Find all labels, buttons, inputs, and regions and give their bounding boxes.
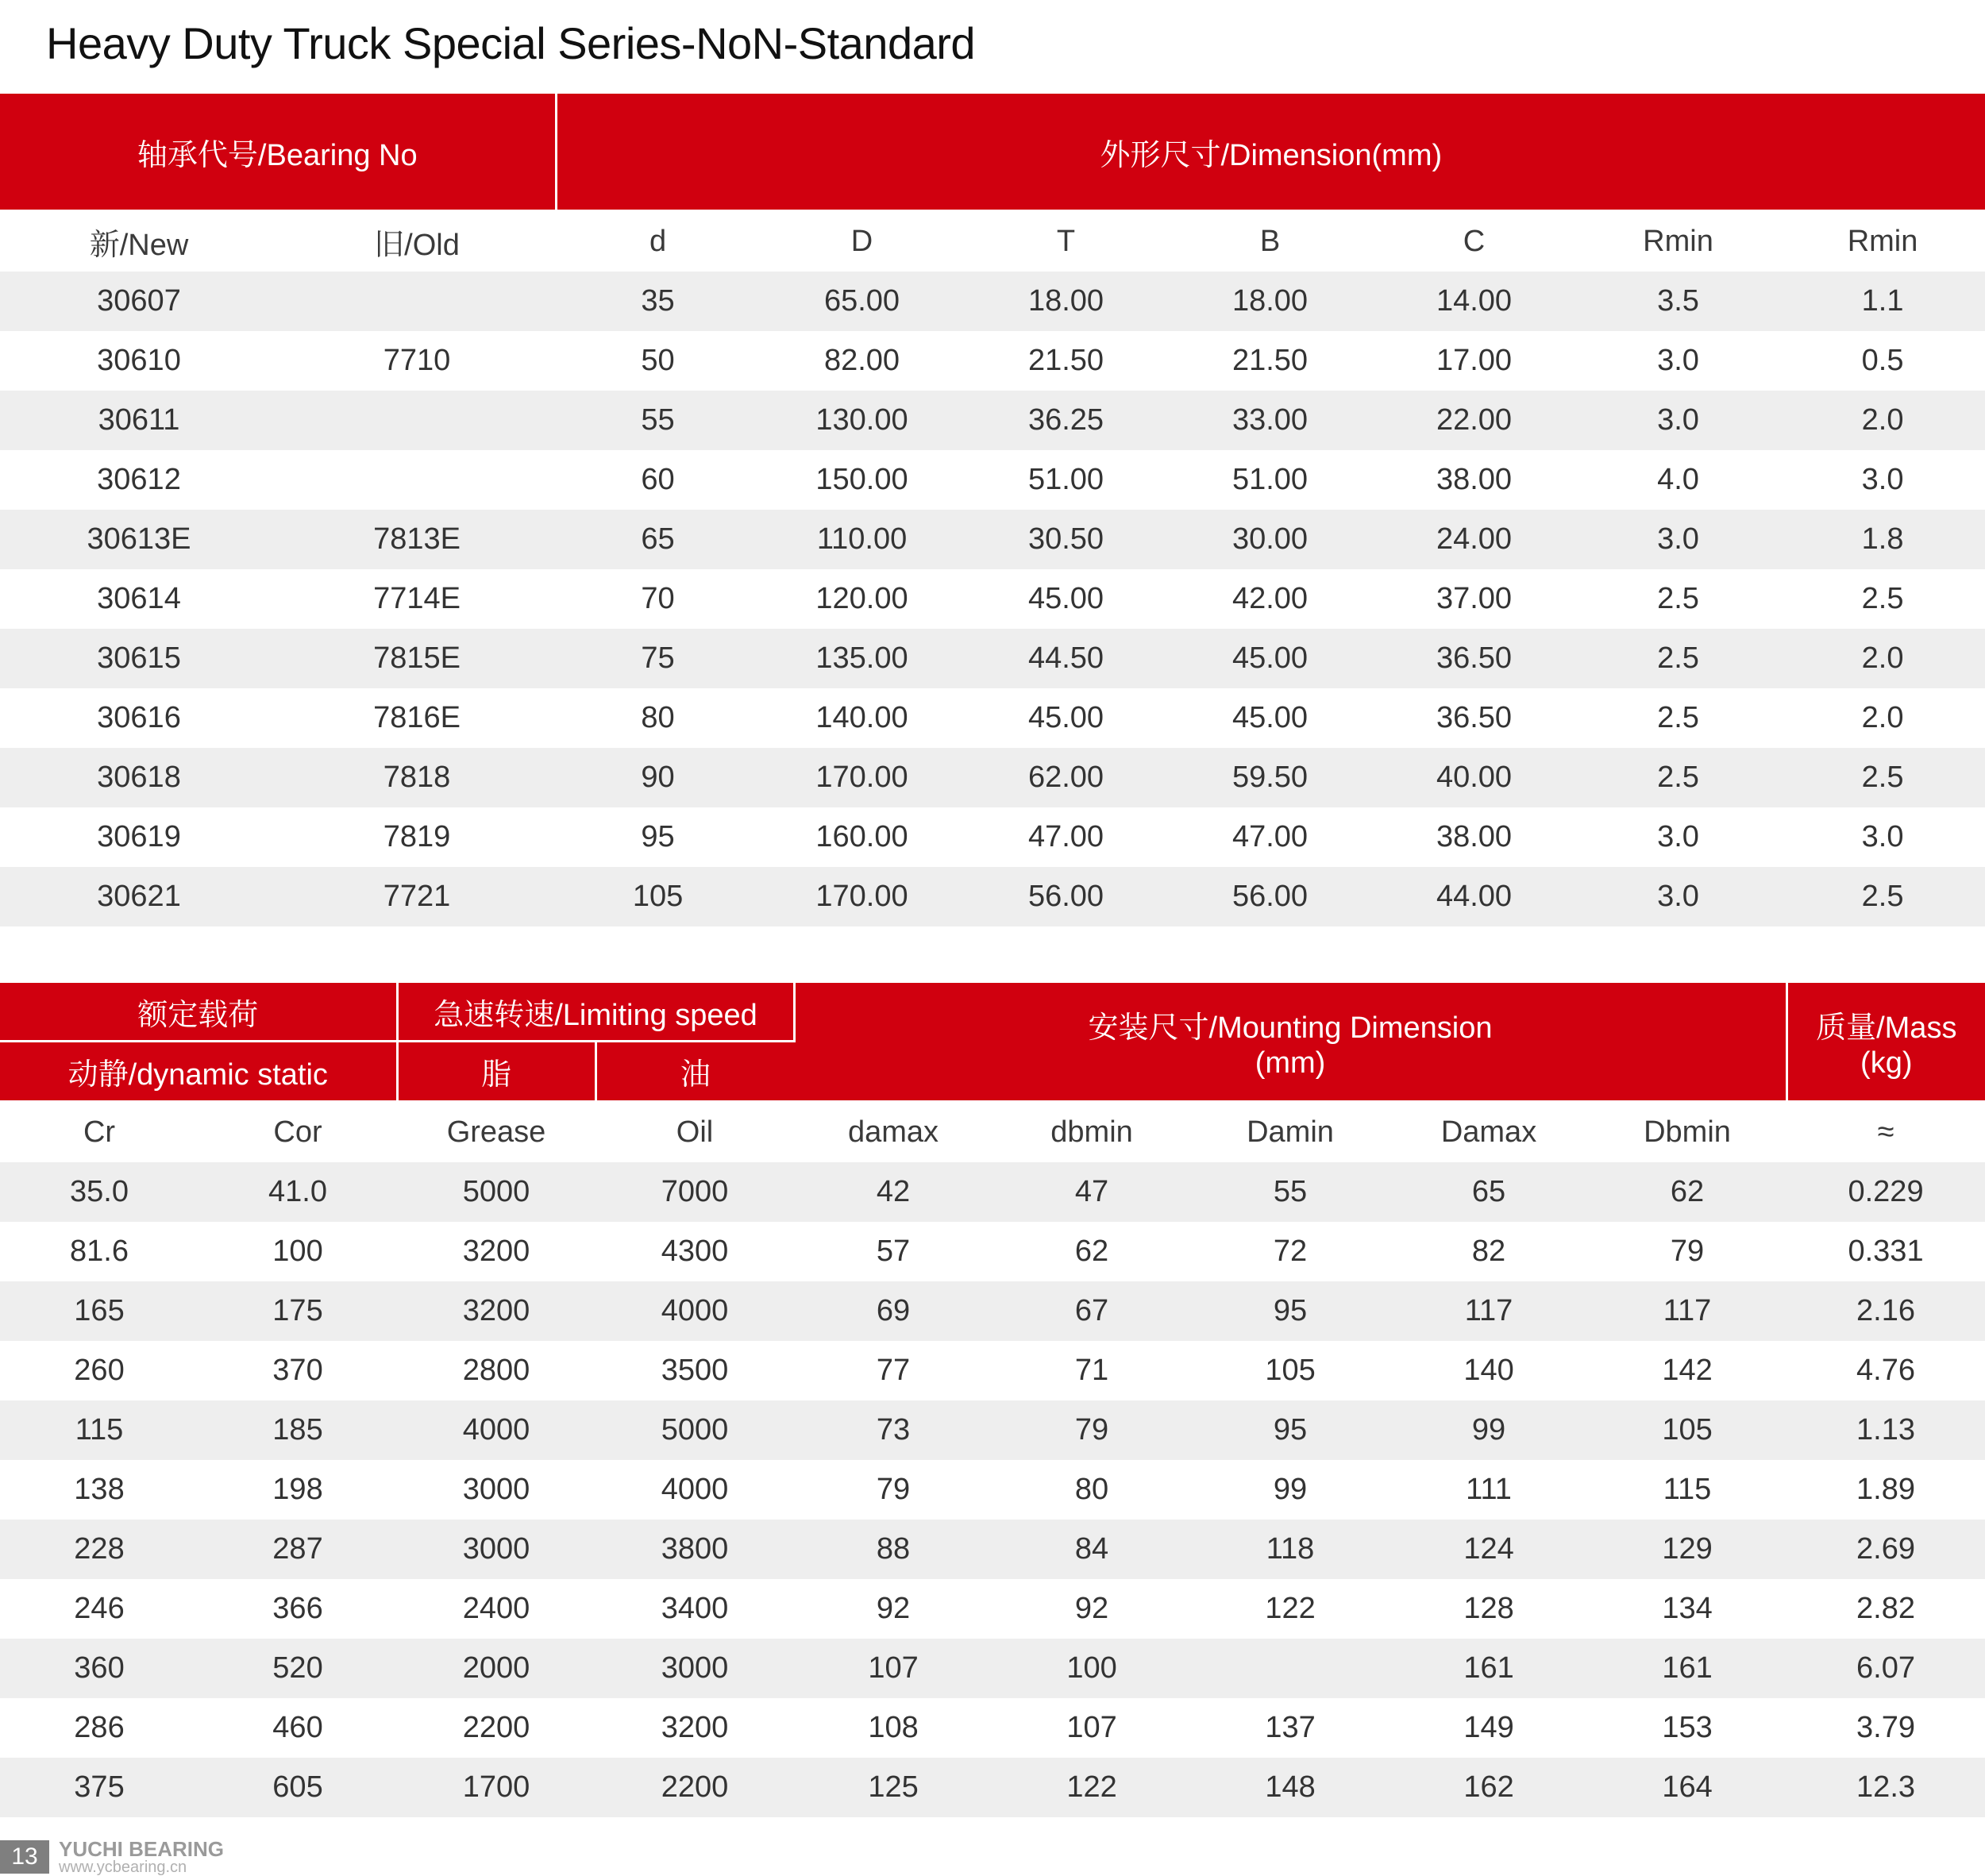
table-cell: 80 bbox=[1074, 1473, 1109, 1506]
table-cell: 110.00 bbox=[760, 510, 964, 569]
table-cell: 125 bbox=[794, 1758, 992, 1817]
table-cell: 162 bbox=[1390, 1758, 1588, 1817]
table-cell: 7819 bbox=[383, 820, 451, 853]
table-cell: 2.0 bbox=[1780, 391, 1985, 450]
table-cell: 18.00 bbox=[1168, 272, 1372, 331]
table-cell: 370 bbox=[272, 1354, 323, 1387]
column-header: damax bbox=[847, 1115, 939, 1149]
table-cell: 2.0 bbox=[1861, 701, 1904, 734]
table-row bbox=[0, 450, 1985, 510]
table-cell: 30621 bbox=[0, 867, 278, 926]
table-cell: 50 bbox=[641, 344, 675, 377]
table-cell: 170.00 bbox=[760, 748, 964, 807]
table-cell bbox=[1191, 1639, 1390, 1698]
table-cell: 36.25 bbox=[964, 391, 1168, 450]
table-cell: 95 bbox=[1191, 1281, 1390, 1341]
load-speed-mounting-table bbox=[0, 983, 1985, 1817]
table-cell: 57 bbox=[876, 1235, 911, 1268]
table-cell: 134 bbox=[1662, 1592, 1713, 1625]
table-row bbox=[0, 1579, 1985, 1639]
table-cell: 100 bbox=[992, 1639, 1191, 1698]
table-cell: 198 bbox=[272, 1473, 323, 1506]
table-cell: 30618 bbox=[0, 748, 278, 807]
table-cell: 4.76 bbox=[1856, 1354, 1916, 1387]
table-cell: 79 bbox=[1670, 1235, 1705, 1268]
table-cell: 2.5 bbox=[1657, 582, 1699, 615]
table-cell: 30613E bbox=[0, 510, 278, 569]
table-cell: 4000 bbox=[661, 1473, 729, 1506]
table-cell: 82 bbox=[1471, 1235, 1506, 1268]
table-cell: 3500 bbox=[661, 1354, 729, 1387]
table-cell: 42 bbox=[794, 1162, 992, 1222]
table-cell: 14.00 bbox=[1372, 272, 1576, 331]
table-cell: 128 bbox=[1463, 1592, 1514, 1625]
table-cell: 115 bbox=[0, 1400, 198, 1460]
table-cell: 142 bbox=[1662, 1354, 1713, 1387]
table-cell: 3.0 bbox=[1861, 463, 1904, 496]
table-row bbox=[0, 1281, 1985, 1341]
table-row bbox=[0, 629, 1985, 688]
table-cell: 160.00 bbox=[815, 820, 908, 853]
table-cell: 65 bbox=[556, 510, 760, 569]
table-cell: 45.00 bbox=[1231, 701, 1309, 734]
table-cell: 246 bbox=[74, 1592, 125, 1625]
column-header: Cor bbox=[273, 1115, 322, 1149]
table-cell: 175 bbox=[198, 1281, 397, 1341]
table-cell: 45.00 bbox=[1027, 701, 1104, 734]
table-cell: 170.00 bbox=[760, 867, 964, 926]
table-cell: 62 bbox=[1074, 1235, 1109, 1268]
table-cell: 79 bbox=[992, 1400, 1191, 1460]
table-cell: 260 bbox=[74, 1354, 125, 1387]
grease-header: 脂 bbox=[397, 1042, 596, 1102]
table-cell: 460 bbox=[272, 1711, 323, 1744]
table-cell: 59.50 bbox=[1168, 748, 1372, 807]
table-cell: 2000 bbox=[397, 1639, 596, 1698]
table-cell: 99 bbox=[1390, 1400, 1588, 1460]
table-cell: 1700 bbox=[397, 1758, 596, 1817]
table-cell: 2.69 bbox=[1786, 1520, 1985, 1579]
column-header: 新/New bbox=[89, 229, 189, 262]
table-cell: 56.00 bbox=[1168, 867, 1372, 926]
column-header: d bbox=[649, 225, 667, 258]
table-cell: 82.00 bbox=[823, 344, 900, 377]
table-cell: 3200 bbox=[661, 1711, 729, 1744]
table-cell: 21.50 bbox=[1231, 344, 1309, 377]
table-cell: 3800 bbox=[596, 1520, 794, 1579]
table-cell: 129 bbox=[1588, 1520, 1786, 1579]
table-cell: 35.0 bbox=[0, 1162, 198, 1222]
table-cell: 7710 bbox=[383, 344, 451, 377]
table-cell: 24.00 bbox=[1372, 510, 1576, 569]
table-cell: 80 bbox=[641, 701, 675, 734]
table-cell: 4.0 bbox=[1657, 463, 1699, 496]
table-cell: 41.0 bbox=[198, 1162, 397, 1222]
table-cell: 69 bbox=[794, 1281, 992, 1341]
table-row bbox=[0, 748, 1985, 807]
table-cell: 3000 bbox=[397, 1520, 596, 1579]
mass-unit: (kg) bbox=[1860, 1046, 1913, 1080]
column-header: D bbox=[850, 225, 873, 258]
table-cell: 161 bbox=[1588, 1639, 1786, 1698]
table-cell: 111 bbox=[1466, 1473, 1512, 1506]
table-cell: 7818 bbox=[278, 748, 556, 807]
table-cell: 138 bbox=[74, 1473, 125, 1506]
table-cell: 30612 bbox=[97, 463, 181, 496]
table-cell: 105 bbox=[1265, 1354, 1316, 1387]
table-cell: 2.5 bbox=[1657, 701, 1699, 734]
table-row bbox=[0, 272, 1985, 331]
column-header: Damin bbox=[1247, 1115, 1334, 1149]
column-header: ≈ bbox=[1877, 1115, 1894, 1149]
table-cell: 30.50 bbox=[964, 510, 1168, 569]
table-cell: 44.00 bbox=[1372, 867, 1576, 926]
dimension-table bbox=[0, 94, 1985, 926]
mounting-dimension-unit: (mm) bbox=[1255, 1046, 1326, 1080]
column-header: C bbox=[1463, 225, 1486, 258]
table-cell: 161 bbox=[1390, 1639, 1588, 1698]
table-cell: 3.0 bbox=[1576, 510, 1780, 569]
table-cell: 2.5 bbox=[1576, 748, 1780, 807]
column-header: Oil bbox=[676, 1115, 714, 1149]
table-cell: 90 bbox=[556, 748, 760, 807]
table-row bbox=[0, 1162, 1985, 1222]
table-cell: 3.5 bbox=[1576, 272, 1780, 331]
dimension-header: 外形尺寸/Dimension(mm) bbox=[556, 94, 1985, 211]
table-cell: 88 bbox=[794, 1520, 992, 1579]
table-cell: 55 bbox=[1191, 1162, 1390, 1222]
table-cell: 81.6 bbox=[70, 1235, 129, 1268]
table-row bbox=[0, 1341, 1985, 1400]
table-cell: 153 bbox=[1662, 1711, 1713, 1744]
table-cell bbox=[278, 272, 556, 331]
table-cell: 5000 bbox=[596, 1400, 794, 1460]
table-row bbox=[0, 569, 1985, 629]
table-cell: 122 bbox=[1265, 1592, 1316, 1625]
table-cell: 45.00 bbox=[1168, 629, 1372, 688]
column-header: Grease bbox=[446, 1115, 546, 1149]
table-cell: 45.00 bbox=[1027, 582, 1104, 615]
table-cell: 2.5 bbox=[1780, 748, 1985, 807]
brand-url: www.ycbearing.cn bbox=[59, 1859, 187, 1876]
table-cell: 36.50 bbox=[1436, 701, 1513, 734]
page-footer bbox=[0, 1837, 225, 1876]
table-row bbox=[0, 867, 1985, 926]
table-cell: 1.13 bbox=[1786, 1400, 1985, 1460]
table-cell: 4000 bbox=[397, 1400, 596, 1460]
table-cell: 228 bbox=[0, 1520, 198, 1579]
table-cell: 22.00 bbox=[1372, 391, 1576, 450]
table-row bbox=[0, 688, 1985, 748]
table-cell: 30615 bbox=[0, 629, 278, 688]
table-cell: 42.00 bbox=[1231, 582, 1309, 615]
limiting-speed-header: 急速转速/Limiting speed bbox=[397, 983, 794, 1042]
table-cell: 1.1 bbox=[1780, 272, 1985, 331]
table-cell: 3.0 bbox=[1657, 820, 1699, 853]
table-cell: 520 bbox=[198, 1639, 397, 1698]
table-cell: 375 bbox=[0, 1758, 198, 1817]
table-cell: 73 bbox=[794, 1400, 992, 1460]
table-cell: 7813E bbox=[278, 510, 556, 569]
brand-name: YUCHI BEARING bbox=[59, 1837, 225, 1861]
table-cell: 605 bbox=[198, 1758, 397, 1817]
table-cell: 75 bbox=[556, 629, 760, 688]
table-cell: 6.07 bbox=[1786, 1639, 1985, 1698]
table-cell: 286 bbox=[74, 1711, 125, 1744]
table-cell: 44.50 bbox=[964, 629, 1168, 688]
table-cell: 3.0 bbox=[1576, 867, 1780, 926]
mounting-dimension-header bbox=[794, 983, 1786, 1102]
column-header: Dbmin bbox=[1644, 1115, 1731, 1149]
table-row bbox=[0, 1460, 1985, 1520]
oil-header: 油 bbox=[596, 1042, 794, 1102]
dynamic-static-header: 动静/dynamic static bbox=[0, 1042, 397, 1102]
table-cell: 71 bbox=[1074, 1354, 1109, 1387]
table-row bbox=[0, 391, 1985, 450]
table-cell: 7000 bbox=[596, 1162, 794, 1222]
table-cell: 7714E bbox=[373, 582, 461, 615]
table-cell: 140.00 bbox=[815, 701, 908, 734]
table-cell: 4000 bbox=[596, 1281, 794, 1341]
column-header: B bbox=[1259, 225, 1281, 258]
table-cell: 115 bbox=[1663, 1473, 1712, 1506]
table-cell: 3000 bbox=[596, 1639, 794, 1698]
table-cell: 148 bbox=[1191, 1758, 1390, 1817]
table-cell: 56.00 bbox=[964, 867, 1168, 926]
table-cell: 21.50 bbox=[1027, 344, 1104, 377]
table-cell: 3200 bbox=[462, 1235, 530, 1268]
mass-header bbox=[1786, 983, 1985, 1102]
table-cell: 55 bbox=[556, 391, 760, 450]
table-cell: 17.00 bbox=[1436, 344, 1513, 377]
table-cell: 105 bbox=[1588, 1400, 1786, 1460]
table-cell: 137 bbox=[1265, 1711, 1316, 1744]
table-cell: 7721 bbox=[278, 867, 556, 926]
table-cell: 51.00 bbox=[1231, 463, 1309, 496]
table-cell: 107 bbox=[794, 1639, 992, 1698]
table-cell: 130.00 bbox=[760, 391, 964, 450]
table-cell: 164 bbox=[1588, 1758, 1786, 1817]
table-cell: 1.8 bbox=[1780, 510, 1985, 569]
table-cell: 47.00 bbox=[1231, 820, 1309, 853]
table-cell: 30616 bbox=[97, 701, 181, 734]
table-cell: 2800 bbox=[462, 1354, 530, 1387]
table-cell: 84 bbox=[992, 1520, 1191, 1579]
table-cell: 92 bbox=[1074, 1592, 1109, 1625]
table-cell: 150.00 bbox=[815, 463, 908, 496]
table-cell bbox=[278, 391, 556, 450]
mass-label: 质量/Mass bbox=[1816, 1011, 1957, 1045]
table-cell: 165 bbox=[0, 1281, 198, 1341]
table-row bbox=[0, 807, 1985, 867]
table-cell: 40.00 bbox=[1372, 748, 1576, 807]
column-header: dbmin bbox=[1050, 1115, 1133, 1149]
table-row bbox=[0, 510, 1985, 569]
table-row bbox=[0, 1758, 1985, 1817]
table-cell: 30619 bbox=[97, 820, 181, 853]
table-row bbox=[0, 331, 1985, 391]
table-cell: 2.5 bbox=[1576, 629, 1780, 688]
table-cell: 18.00 bbox=[964, 272, 1168, 331]
table-cell: 60 bbox=[641, 463, 675, 496]
table-row bbox=[0, 1639, 1985, 1698]
table-cell: 118 bbox=[1191, 1520, 1390, 1579]
table-cell: 65 bbox=[1390, 1162, 1588, 1222]
table-cell: 92 bbox=[876, 1592, 911, 1625]
table-cell: 185 bbox=[198, 1400, 397, 1460]
table-row bbox=[0, 1400, 1985, 1460]
table-cell: 79 bbox=[876, 1473, 911, 1506]
column-header: Damax bbox=[1440, 1115, 1537, 1149]
table-cell: 95 bbox=[1191, 1400, 1390, 1460]
table-cell: 117 bbox=[1588, 1281, 1786, 1341]
table-cell: 7815E bbox=[278, 629, 556, 688]
bearing-no-header: 轴承代号/Bearing No bbox=[0, 94, 556, 211]
table-cell: 62.00 bbox=[964, 748, 1168, 807]
table-cell: 37.00 bbox=[1436, 582, 1513, 615]
table-cell: 99 bbox=[1273, 1473, 1308, 1506]
mounting-dimension-label: 安装尺寸/Mounting Dimension bbox=[1088, 1011, 1493, 1045]
table-cell: 2400 bbox=[462, 1592, 530, 1625]
table-cell: 107 bbox=[1066, 1711, 1117, 1744]
table-cell: 30.00 bbox=[1168, 510, 1372, 569]
page-title: Heavy Duty Truck Special Series-NoN-Standard bbox=[46, 18, 976, 68]
table-cell: 38.00 bbox=[1436, 820, 1513, 853]
column-header: 旧/Old bbox=[374, 229, 460, 262]
table-cell: 12.3 bbox=[1786, 1758, 1985, 1817]
column-header: Cr bbox=[83, 1115, 116, 1149]
table-cell: 35 bbox=[556, 272, 760, 331]
table-cell: 0.331 bbox=[1848, 1235, 1924, 1268]
table-cell: 3.0 bbox=[1861, 820, 1904, 853]
table-cell: 2200 bbox=[596, 1758, 794, 1817]
table-cell: 124 bbox=[1390, 1520, 1588, 1579]
table-cell: 3.0 bbox=[1576, 391, 1780, 450]
table-cell: 2.82 bbox=[1856, 1592, 1916, 1625]
table-cell: 360 bbox=[0, 1639, 198, 1698]
table-cell: 0.5 bbox=[1861, 344, 1904, 377]
table-cell: 62 bbox=[1588, 1162, 1786, 1222]
table-cell: 120.00 bbox=[815, 582, 908, 615]
table-cell: 3.79 bbox=[1856, 1711, 1916, 1744]
table-cell: 117 bbox=[1390, 1281, 1588, 1341]
table-row bbox=[0, 1520, 1985, 1579]
table-cell: 3000 bbox=[462, 1473, 530, 1506]
column-header: T bbox=[1056, 225, 1076, 258]
column-header: Rmin bbox=[1643, 225, 1713, 258]
table-cell bbox=[278, 450, 556, 510]
table-cell: 36.50 bbox=[1372, 629, 1576, 688]
table-cell: 100 bbox=[272, 1235, 323, 1268]
table-cell: 5000 bbox=[397, 1162, 596, 1222]
table-cell: 105 bbox=[556, 867, 760, 926]
table-cell: 65.00 bbox=[760, 272, 964, 331]
table-row bbox=[0, 1698, 1985, 1758]
table-cell: 149 bbox=[1463, 1711, 1514, 1744]
table-cell: 140 bbox=[1463, 1354, 1514, 1387]
table-cell: 30607 bbox=[0, 272, 278, 331]
brand-block bbox=[59, 1839, 224, 1875]
table-row bbox=[0, 1222, 1985, 1281]
table-cell: 2.5 bbox=[1780, 867, 1985, 926]
table-cell: 30611 bbox=[0, 391, 278, 450]
table-cell: 108 bbox=[868, 1711, 919, 1744]
table-cell: 7816E bbox=[373, 701, 461, 734]
table-cell: 47 bbox=[992, 1162, 1191, 1222]
table-cell: 2.0 bbox=[1780, 629, 1985, 688]
table-cell: 77 bbox=[876, 1354, 911, 1387]
table-cell: 4300 bbox=[661, 1235, 729, 1268]
table-cell: 33.00 bbox=[1168, 391, 1372, 450]
page-number: 13 bbox=[0, 1840, 49, 1874]
table-cell: 70 bbox=[641, 582, 675, 615]
table-cell: 1.89 bbox=[1856, 1473, 1916, 1506]
table-cell: 122 bbox=[992, 1758, 1191, 1817]
table-cell: 47.00 bbox=[1027, 820, 1104, 853]
table-cell: 287 bbox=[198, 1520, 397, 1579]
table-cell: 51.00 bbox=[1027, 463, 1104, 496]
table-cell: 30614 bbox=[97, 582, 181, 615]
table-cell: 0.229 bbox=[1786, 1162, 1985, 1222]
table-cell: 72 bbox=[1273, 1235, 1308, 1268]
table-cell: 2.5 bbox=[1861, 582, 1904, 615]
table-cell: 3.0 bbox=[1657, 344, 1699, 377]
table-cell: 67 bbox=[992, 1281, 1191, 1341]
table-cell: 3200 bbox=[397, 1281, 596, 1341]
table-cell: 2.16 bbox=[1786, 1281, 1985, 1341]
table-cell: 135.00 bbox=[760, 629, 964, 688]
table-cell: 38.00 bbox=[1436, 463, 1513, 496]
column-header: Rmin bbox=[1847, 225, 1918, 258]
table-cell: 3400 bbox=[661, 1592, 729, 1625]
table-cell: 366 bbox=[272, 1592, 323, 1625]
table-cell: 30610 bbox=[97, 344, 181, 377]
table-cell: 2200 bbox=[462, 1711, 530, 1744]
rated-load-header: 额定载荷 bbox=[0, 983, 397, 1042]
table-cell: 95 bbox=[641, 820, 675, 853]
